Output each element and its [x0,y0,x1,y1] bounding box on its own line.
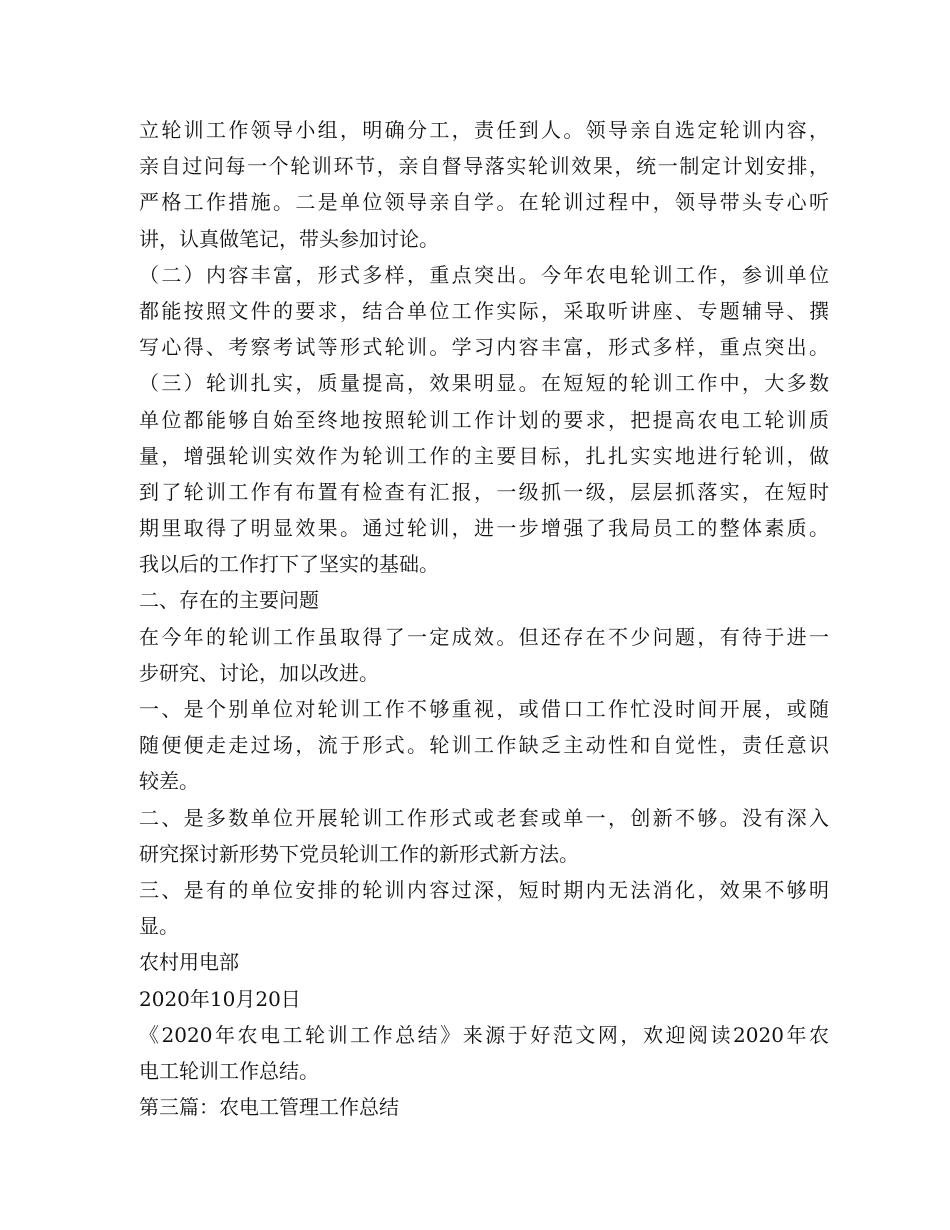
text-line: 一、是个别单位对轮训工作不够重视，或借口工作忙没时间开展，或随 [139,697,829,721]
text-line: 三、是有的单位安排的轮训内容过深，短时期内无法消化，效果不够明 [139,877,829,902]
document-body [139,112,829,1125]
text-line: 二、是多数单位开展轮训工作形式或老套或单一，创新不够。没有深入 [139,805,829,830]
text-line: 农村用电部 [139,950,239,975]
text-line: 都能按照文件的要求，结合单位工作实际，采取听讲座、专题辅导、撰 [139,298,829,323]
text-line: 单位都能够自始至终地按照轮训工作计划的要求，把提高农电工轮训质 [139,407,829,432]
text-line: 步研究、讨论，加以改进。 [139,660,379,685]
text-line: 研究探讨新形势下党员轮训工作的新形式新方法。 [139,841,579,866]
text-line: 在今年的轮训工作虽取得了一定成效。但还存在不少问题，有待于进一 [139,624,829,649]
text-line: 显。 [139,914,179,939]
text-line: 量，增强轮训实效作为轮训工作的主要目标，扎扎实实地进行轮训，做 [139,443,829,468]
text-line: 第三篇：农电工管理工作总结 [139,1095,399,1120]
text-line: 讲，认真做笔记，带头参加讨论。 [139,226,439,251]
text-line: 到了轮训工作有布置有检查有汇报，一级抓一级，层层抓落实，在短时 [139,479,829,504]
text-line: 期里取得了明显效果。通过轮训，进一步增强了我局员工的整体素质。 [139,516,829,541]
text-line: 2020年10月20日 [139,986,301,1011]
text-line: 较差。 [139,769,199,794]
text-line: 写心得、考察考试等形式轮训。学习内容丰富，形式多样，重点突出。 [139,335,829,360]
text-line: 电工轮训工作总结。 [139,1058,319,1083]
text-line: 二、存在的主要问题 [139,588,319,613]
text-line: 亲自过问每一个轮训环节，亲自督导落实轮训效果，统一制定计划安排， [139,154,829,179]
text-line: （二）内容丰富，形式多样，重点突出。今年农电轮训工作，参训单位 [139,262,829,287]
text-line: 立轮训工作领导小组，明确分工，责任到人。领导亲自选定轮训内容， [139,118,829,142]
text-line: 《2020年农电工轮训工作总结》来源于好范文网，欢迎阅读2020年农 [139,1022,829,1047]
text-line: 我以后的工作打下了坚实的基础。 [139,552,439,577]
text-line: （三）轮训扎实，质量提高，效果明显。在短短的轮训工作中，大多数 [139,371,829,396]
text-line: 严格工作措施。二是单位领导亲自学。在轮训过程中，领导带头专心听 [139,190,829,215]
text-line: 随便便走走过场，流于形式。轮训工作缺乏主动性和自觉性，责任意识 [139,733,829,758]
